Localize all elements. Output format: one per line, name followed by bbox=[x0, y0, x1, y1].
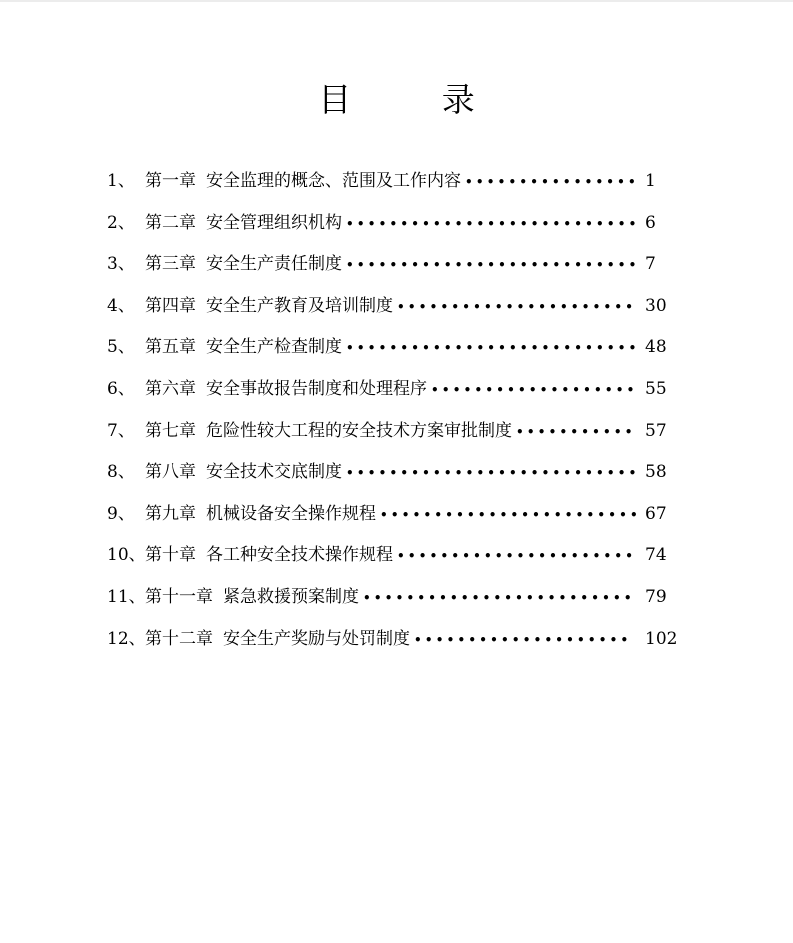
page-title: 目 录 bbox=[318, 80, 515, 119]
toc-leader-dots: ••••••••••••••••••••••••••• bbox=[346, 341, 640, 356]
toc-entry-page: 48 bbox=[645, 337, 667, 358]
toc-entry-number: 4、 bbox=[107, 295, 135, 316]
toc-entry-page: 30 bbox=[645, 295, 667, 316]
toc-entry-title: 安全管理组织机构 bbox=[206, 212, 342, 233]
toc-entry-title: 安全事故报告制度和处理程序 bbox=[206, 378, 427, 399]
toc-entry-3[interactable] bbox=[107, 249, 707, 291]
toc-entry-title: 安全生产检查制度 bbox=[206, 337, 342, 358]
toc-leader-dots: •••••••••••••••••••••• bbox=[397, 549, 637, 564]
toc-leader-dots: ••••••••••• bbox=[516, 424, 636, 439]
toc-entry-number: 3、 bbox=[107, 254, 135, 275]
toc-entry-number: 1、 bbox=[107, 171, 135, 191]
toc-entry-title: 安全监理的概念、范围及工作内容 bbox=[206, 171, 461, 191]
toc-entry-9[interactable] bbox=[107, 499, 707, 541]
toc-entry-chapter: 第二章 bbox=[145, 212, 196, 233]
toc-entry-page: 58 bbox=[645, 462, 667, 483]
toc-leader-dots: ••••••••••••••••••• bbox=[431, 382, 638, 397]
table-of-contents bbox=[107, 166, 707, 665]
toc-entry-4[interactable] bbox=[107, 291, 707, 333]
toc-entry-title: 安全生产奖励与处罚制度 bbox=[223, 628, 410, 649]
toc-entry-title: 各工种安全技术操作规程 bbox=[206, 545, 393, 566]
toc-entry-chapter: 第一章 bbox=[145, 171, 196, 191]
toc-leader-dots: ••••••••••••••••••••••••••• bbox=[346, 216, 640, 231]
toc-entry-6[interactable] bbox=[107, 374, 707, 416]
toc-leader-dots: ••••••••••••••••••••••••••• bbox=[346, 466, 640, 481]
top-border bbox=[0, 0, 793, 2]
toc-entry-page: 79 bbox=[645, 586, 667, 607]
toc-entry-title: 紧急救援预案制度 bbox=[223, 586, 359, 607]
toc-entry-number: 12、 bbox=[107, 628, 146, 649]
toc-entry-title: 安全生产教育及培训制度 bbox=[206, 295, 393, 316]
toc-entry-page: 67 bbox=[645, 503, 667, 524]
toc-entry-number: 10、 bbox=[107, 545, 146, 566]
toc-entry-12[interactable] bbox=[107, 624, 707, 666]
toc-entry-2[interactable] bbox=[107, 208, 707, 250]
toc-entry-1[interactable] bbox=[107, 166, 707, 208]
toc-entry-chapter: 第七章 bbox=[145, 420, 196, 441]
toc-leader-dots: •••••••••••••••••••••• bbox=[397, 299, 637, 314]
toc-entry-number: 7、 bbox=[107, 420, 135, 441]
toc-leader-dots: •••••••••••••••• bbox=[465, 175, 639, 189]
toc-entry-number: 6、 bbox=[107, 378, 135, 399]
toc-entry-chapter: 第九章 bbox=[145, 503, 196, 524]
toc-entry-10[interactable] bbox=[107, 540, 707, 582]
toc-entry-number: 8、 bbox=[107, 462, 135, 483]
toc-entry-number: 11、 bbox=[107, 586, 146, 607]
toc-entry-page: 74 bbox=[645, 545, 667, 566]
toc-leader-dots: ••••••••••••••••••••••••••• bbox=[346, 258, 640, 273]
toc-entry-5[interactable] bbox=[107, 332, 707, 374]
toc-leader-dots: •••••••••••••••••••••••• bbox=[380, 507, 641, 522]
toc-entry-number: 5、 bbox=[107, 337, 135, 358]
toc-entry-page: 102 bbox=[645, 628, 678, 649]
toc-entry-chapter: 第四章 bbox=[145, 295, 196, 316]
toc-entry-page: 1 bbox=[645, 171, 656, 191]
toc-entry-number: 2、 bbox=[107, 212, 135, 233]
toc-entry-title: 机械设备安全操作规程 bbox=[206, 503, 376, 524]
toc-entry-page: 7 bbox=[645, 254, 656, 275]
toc-entry-title: 安全技术交底制度 bbox=[206, 462, 342, 483]
toc-leader-dots: •••••••••••••••••••• bbox=[414, 632, 632, 647]
toc-entry-page: 57 bbox=[645, 420, 667, 441]
toc-entry-chapter: 第十一章 bbox=[145, 586, 213, 607]
toc-entry-title: 危险性较大工程的安全技术方案审批制度 bbox=[206, 420, 512, 441]
toc-entry-number: 9、 bbox=[107, 503, 135, 524]
toc-entry-chapter: 第八章 bbox=[145, 462, 196, 483]
toc-entry-chapter: 第十章 bbox=[145, 545, 196, 566]
toc-entry-11[interactable] bbox=[107, 582, 707, 624]
toc-leader-dots: ••••••••••••••••••••••••• bbox=[363, 590, 635, 605]
toc-entry-chapter: 第十二章 bbox=[145, 628, 213, 649]
toc-entry-7[interactable] bbox=[107, 416, 707, 458]
toc-entry-8[interactable] bbox=[107, 457, 707, 499]
toc-entry-title: 安全生产责任制度 bbox=[206, 254, 342, 275]
toc-entry-chapter: 第三章 bbox=[145, 254, 196, 275]
toc-entry-chapter: 第六章 bbox=[145, 378, 196, 399]
toc-entry-page: 55 bbox=[645, 378, 667, 399]
toc-entry-page: 6 bbox=[645, 212, 656, 233]
toc-entry-chapter: 第五章 bbox=[145, 337, 196, 358]
